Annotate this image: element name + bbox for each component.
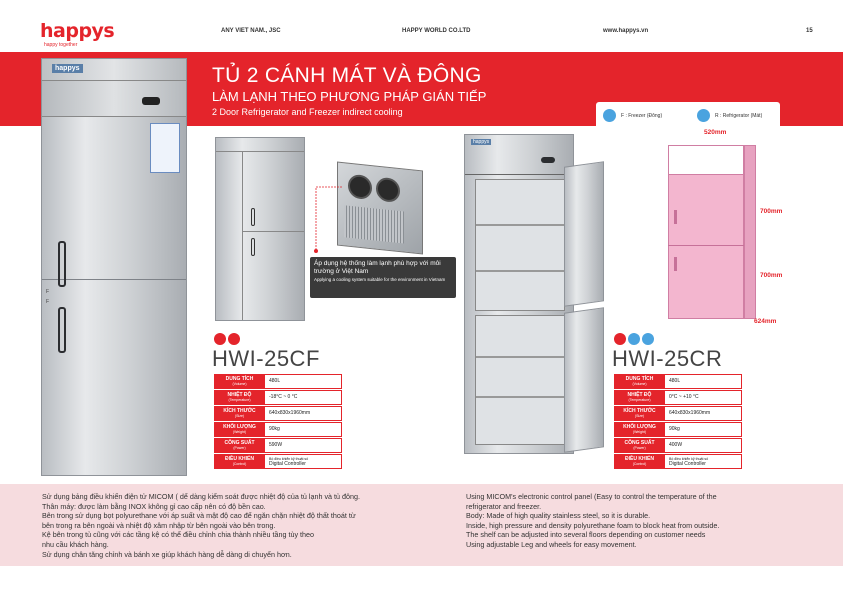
spec-row	[614, 422, 742, 437]
desc-line: Thân máy: được làm bằng INOX không gỉ cao cấp nên có độ bền cao.	[42, 501, 266, 511]
open-door-lower	[564, 307, 604, 453]
snowflake-icon	[603, 109, 616, 122]
snowflake-icon	[228, 333, 240, 345]
description-en	[466, 492, 766, 550]
callout-en: Applying a cooling system suitable for the environment in Vietnam	[314, 277, 446, 282]
spec-table-cf	[214, 374, 342, 470]
lower-compartment	[475, 315, 565, 445]
large-fridge-image	[41, 58, 187, 476]
dim-height-bottom: 700mm	[760, 272, 783, 279]
company-left: ANY VIET NAM., JSC	[221, 28, 281, 34]
dimension-diagram	[664, 135, 764, 335]
page-subtitle: LÀM LẠNH THEO PHƯƠNG PHÁP GIÁN TIẾP	[212, 89, 487, 104]
open-fridge-brand: happys	[473, 139, 490, 145]
spec-value: -18°C ~ 0 °C	[265, 390, 342, 405]
page-subtitle-en: 2 Door Refrigerator and Freezer indirect cooling	[212, 107, 403, 117]
spec-row	[214, 438, 342, 453]
title-block	[212, 64, 486, 117]
freezer-badge-icon	[614, 333, 626, 345]
spec-value: Bộ điều khiển kỹ thuật số Digital Controller	[265, 454, 342, 469]
shelf	[476, 270, 564, 272]
snowflake-icon	[697, 109, 710, 122]
spec-label: KHỐI LƯỢNG (Weight)	[614, 422, 665, 437]
spec-value: 90kg	[265, 422, 342, 437]
spec-row	[614, 438, 742, 453]
spec-value: 480L	[665, 374, 742, 389]
shelf	[476, 356, 564, 358]
brand-logo: happys	[40, 20, 115, 42]
freezer-mark-bottom: F	[46, 299, 50, 305]
upper-compartment	[475, 179, 565, 311]
spec-row	[614, 390, 742, 405]
desc-line: Inside, high pressure and density polyurethane foam to block heat from outside.	[466, 520, 720, 530]
spec-value: 480L	[265, 374, 342, 389]
model-name: HWI-25CR	[612, 346, 723, 371]
spec-label: NHIỆT ĐỘ (Temperature)	[614, 390, 665, 405]
description-vi	[42, 492, 382, 559]
shelf	[476, 396, 564, 398]
freezer-mark-top: F	[46, 289, 50, 295]
legend	[596, 102, 780, 130]
diagram-handle	[674, 257, 677, 271]
spec-value: 400W	[665, 438, 742, 453]
spec-row	[214, 406, 342, 421]
legend-freezer: F : Freezer (Đông)	[621, 113, 663, 119]
model-name: HWI-25CF	[212, 346, 320, 371]
spec-value: 590W	[265, 438, 342, 453]
spec-value: 640x830x1960mm	[665, 406, 742, 421]
spec-value: 90kg	[665, 422, 742, 437]
diagram-handle	[674, 210, 677, 224]
small-fridge-handle-top	[251, 208, 255, 226]
desc-line: Body: Made of high quality stainless steel, so it is durable.	[466, 511, 651, 521]
evaporator-fins	[344, 205, 404, 243]
spec-label: CÔNG SUẤT (Power)	[614, 438, 665, 453]
spec-value: 640x830x1960mm	[265, 406, 342, 421]
small-fridge-handle-bottom	[251, 238, 255, 256]
spec-label: DUNG TÍCH (Volume)	[614, 374, 665, 389]
page-header	[0, 0, 843, 50]
callout-vi: Áp dụng hệ thống làm lạnh phù hợp với môi trường ở Việt Nam	[314, 260, 441, 275]
dim-width: 520mm	[704, 129, 727, 136]
spec-label: NHIỆT ĐỘ (Temperature)	[214, 390, 265, 405]
desc-line: nhu cầu khách hàng.	[42, 539, 109, 549]
open-door-upper	[564, 161, 604, 307]
dim-height-top: 700mm	[760, 208, 783, 215]
open-fridge-display	[541, 157, 555, 163]
badges-cr	[614, 333, 654, 345]
snowflake-icon	[628, 333, 640, 345]
open-fridge-body	[464, 134, 574, 454]
spec-row	[214, 422, 342, 437]
fridge-sticker	[150, 123, 180, 173]
digital-display	[142, 97, 160, 105]
spec-row	[214, 390, 342, 405]
spec-label: CÔNG SUẤT (Power)	[214, 438, 265, 453]
page-number: 15	[806, 28, 813, 34]
lower-door-handle	[58, 307, 66, 353]
diagram-split	[668, 245, 744, 246]
spec-value: 0°C ~ +10 °C	[665, 390, 742, 405]
spec-label: KÍCH THƯỚC (Size)	[614, 406, 665, 421]
desc-line: Sử dụng chân tăng chỉnh và bánh xe giúp khách hàng dễ dàng di chuyển hơn.	[42, 549, 292, 559]
company-right: HAPPY WORLD CO.LTD	[402, 28, 471, 34]
desc-line: The shelf can be adjusted into several floors depending on customer needs	[466, 530, 706, 540]
open-fridge-image	[464, 134, 610, 454]
spec-row	[614, 374, 742, 389]
diagram-side	[744, 145, 756, 319]
spec-row	[614, 406, 742, 421]
fridge-top-panel	[42, 59, 186, 81]
fan-icon	[376, 177, 400, 204]
website: www.happys.vn	[603, 28, 649, 34]
spec-label: ĐIỀU KHIỂN (Control)	[614, 454, 665, 469]
spec-label: KHỐI LƯỢNG (Weight)	[214, 422, 265, 437]
small-fridge-split	[243, 231, 304, 232]
open-fridge-top	[465, 135, 573, 175]
desc-line: Sử dụng bảng điều khiển điện tử MICOM ( dể dàng kiểm soát được nhiệt độ của tủ lạnh và tủ đông.	[42, 492, 361, 501]
small-fridge-top	[216, 138, 304, 152]
spec-table-cr	[614, 374, 742, 470]
desc-line: Kệ bên trong tủ cũng với các tầng kệ có thể điều chỉnh chia thành nhiều tầng tùy theo	[42, 530, 315, 540]
spec-row	[614, 454, 742, 469]
small-fridge-image	[215, 137, 305, 321]
fridge-brand-plate: happys	[52, 64, 83, 73]
brand-tagline: happy together	[44, 42, 78, 48]
upper-door-handle	[58, 241, 66, 287]
spec-label: ĐIỀU KHIỂN (Control)	[214, 454, 265, 469]
diagram-top	[668, 145, 744, 175]
desc-line: bên trong ra bên ngoài và nhiệt độ xâm nhập từ bên ngoài vào bên trong.	[42, 520, 276, 530]
page-title: TỦ 2 CÁNH MÁT VÀ ĐÔNG	[212, 64, 482, 87]
cooling-callout	[310, 257, 456, 298]
shelf	[476, 224, 564, 226]
desc-line: Using adjustable Leg and wheels for easy movement.	[466, 539, 637, 549]
fridge-control-panel	[42, 81, 186, 117]
spec-row	[214, 454, 342, 469]
desc-line: refrigerator and freezer.	[466, 501, 542, 511]
spec-label: KÍCH THƯỚC (Size)	[214, 406, 265, 421]
spec-value: Bộ điều khiển kỹ thuật số Digital Controller	[665, 454, 742, 469]
dim-depth: 624mm	[754, 318, 777, 325]
legend-refrigerator: R : Refrigerator (Mát)	[715, 113, 763, 119]
desc-line: Bên trong sử dụng bọt polyurethane với áp suất và mật độ cao để ngăn chặn nhiệt độ thất thoát từ	[42, 511, 356, 521]
snowflake-icon	[642, 333, 654, 345]
desc-line: Using MICOM's electronic control panel (Easy to control the temperature of the	[466, 492, 717, 501]
freezer-badge-icon	[214, 333, 226, 345]
callout-pointer	[312, 185, 352, 255]
spec-row	[214, 374, 342, 389]
badges-cf	[214, 333, 240, 345]
small-fridge-side-line	[242, 152, 243, 320]
spec-label: DUNG TÍCH (Volume)	[214, 374, 265, 389]
